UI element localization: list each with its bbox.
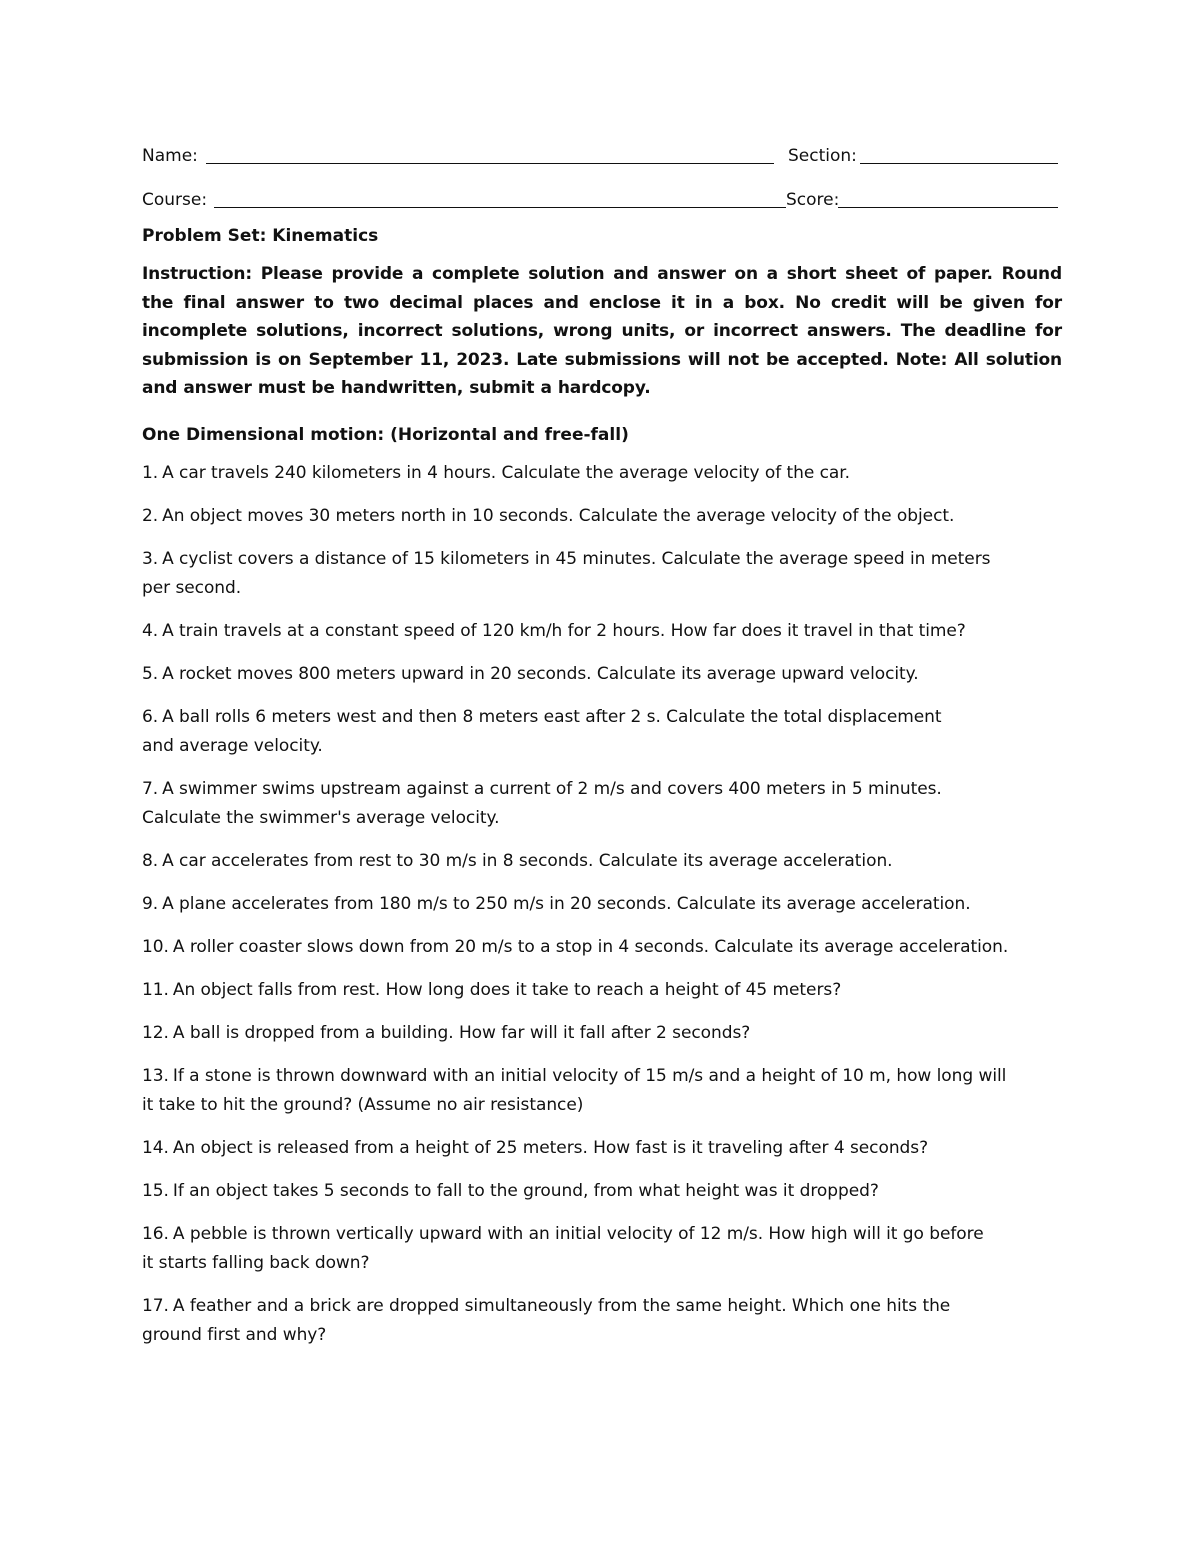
problem-text-continued: ground first and why? — [142, 1324, 327, 1345]
problem-number: 16. — [142, 1223, 169, 1244]
problem-text-continued: it take to hit the ground? (Assume no air resistance) — [142, 1094, 584, 1115]
problem-text-continued: Calculate the swimmer's average velocity. — [142, 807, 500, 828]
problem-number: 6. — [142, 706, 159, 727]
problem-number: 3. — [142, 548, 159, 569]
problem-number: 14. — [142, 1137, 169, 1158]
problem-item — [142, 459, 1062, 488]
problem-item — [142, 775, 1062, 833]
problem-item — [142, 1019, 1062, 1048]
problem-item — [142, 502, 1062, 531]
course-label: Course: — [142, 190, 208, 210]
problem-text: An object is released from a height of 25 meters. How fast is it traveling after 4 seconds? — [172, 1137, 929, 1158]
problem-text-continued: per second. — [142, 577, 242, 598]
course-field-line — [214, 207, 786, 208]
problem-number: 10. — [142, 936, 169, 957]
problem-set-title: Problem Set: Kinematics — [142, 226, 379, 246]
section-label: Section: — [788, 146, 857, 166]
score-label: Score: — [786, 190, 840, 210]
problem-item — [142, 1220, 1062, 1278]
problem-number: 15. — [142, 1180, 169, 1201]
problem-item — [142, 890, 1062, 919]
name-field-line — [206, 163, 774, 164]
instruction-text: Instruction: Please provide a complete solution and answer on a short sheet of paper. Round the final answer to two decimal places and enclose it in a box. No credit will be given for incomplete solutions, incorrect solutions, wrong units, or incorrect answers. The deadline for submission is on September 11, 2023. Late submissions will not be accepted. Note: All solution and answer must be handwritten, submit a hardcopy. — [142, 264, 1062, 398]
problem-item — [142, 976, 1062, 1005]
problem-text: A roller coaster slows down from 20 m/s to a stop in 4 seconds. Calculate its average acceleration. — [172, 936, 1009, 957]
name-label: Name: — [142, 146, 198, 166]
problem-item — [142, 660, 1062, 689]
problem-number: 1. — [142, 462, 159, 483]
problem-text: A train travels at a constant speed of 120 km/h for 2 hours. How far does it travel in that time? — [162, 620, 966, 641]
problem-item — [142, 1177, 1062, 1206]
name-section-row — [142, 138, 1062, 164]
problem-text: A ball is dropped from a building. How far will it fall after 2 seconds? — [172, 1022, 751, 1043]
problem-number: 13. — [142, 1065, 169, 1086]
problem-text-continued: and average velocity. — [142, 735, 323, 756]
problem-number: 5. — [142, 663, 159, 684]
problem-item — [142, 1292, 1062, 1350]
problem-text: If a stone is thrown downward with an initial velocity of 15 m/s and a height of 10 m, how long will — [172, 1065, 1007, 1086]
problem-text: An object moves 30 meters north in 10 seconds. Calculate the average velocity of the object. — [162, 505, 955, 526]
problem-number: 8. — [142, 850, 159, 871]
problem-text: A plane accelerates from 180 m/s to 250 m/s in 20 seconds. Calculate its average acceleration. — [162, 893, 971, 914]
problem-number: 9. — [142, 893, 159, 914]
problem-item — [142, 617, 1062, 646]
problem-number: 17. — [142, 1295, 169, 1316]
problem-text: A car accelerates from rest to 30 m/s in 8 seconds. Calculate its average acceleration. — [162, 850, 893, 871]
problem-text: A car travels 240 kilometers in 4 hours. Calculate the average velocity of the car. — [162, 462, 851, 483]
score-field-line — [838, 207, 1058, 208]
problem-item — [142, 703, 1062, 761]
worksheet-page — [142, 138, 1062, 1350]
problem-text-continued: it starts falling back down? — [142, 1252, 370, 1273]
problem-number: 4. — [142, 620, 159, 641]
problem-item — [142, 847, 1062, 876]
problem-text: A swimmer swims upstream against a current of 2 m/s and covers 400 meters in 5 minutes. — [162, 778, 942, 799]
problem-item — [142, 545, 1062, 603]
section-title: One Dimensional motion: (Horizontal and free-fall) — [142, 424, 629, 445]
problem-list — [142, 459, 1062, 1350]
problem-text: A pebble is thrown vertically upward with an initial velocity of 12 m/s. How high will it go before — [172, 1223, 984, 1244]
problem-text: A feather and a brick are dropped simultaneously from the same height. Which one hits the — [172, 1295, 951, 1316]
problem-item — [142, 933, 1062, 962]
section-field-line — [860, 163, 1058, 164]
problem-item — [142, 1134, 1062, 1163]
problem-text: An object falls from rest. How long does it take to reach a height of 45 meters? — [172, 979, 842, 1000]
problem-item — [142, 1062, 1062, 1120]
course-score-row — [142, 182, 1062, 208]
problem-number: 2. — [142, 505, 159, 526]
problem-text: A rocket moves 800 meters upward in 20 seconds. Calculate its average upward velocity. — [162, 663, 919, 684]
problem-text: A ball rolls 6 meters west and then 8 meters east after 2 s. Calculate the total displacement — [162, 706, 942, 727]
problem-text: A cyclist covers a distance of 15 kilometers in 45 minutes. Calculate the average speed in meters — [162, 548, 991, 569]
problem-number: 7. — [142, 778, 159, 799]
problem-text: If an object takes 5 seconds to fall to the ground, from what height was it dropped? — [172, 1180, 879, 1201]
problem-number: 11. — [142, 979, 169, 1000]
problem-number: 12. — [142, 1022, 169, 1043]
